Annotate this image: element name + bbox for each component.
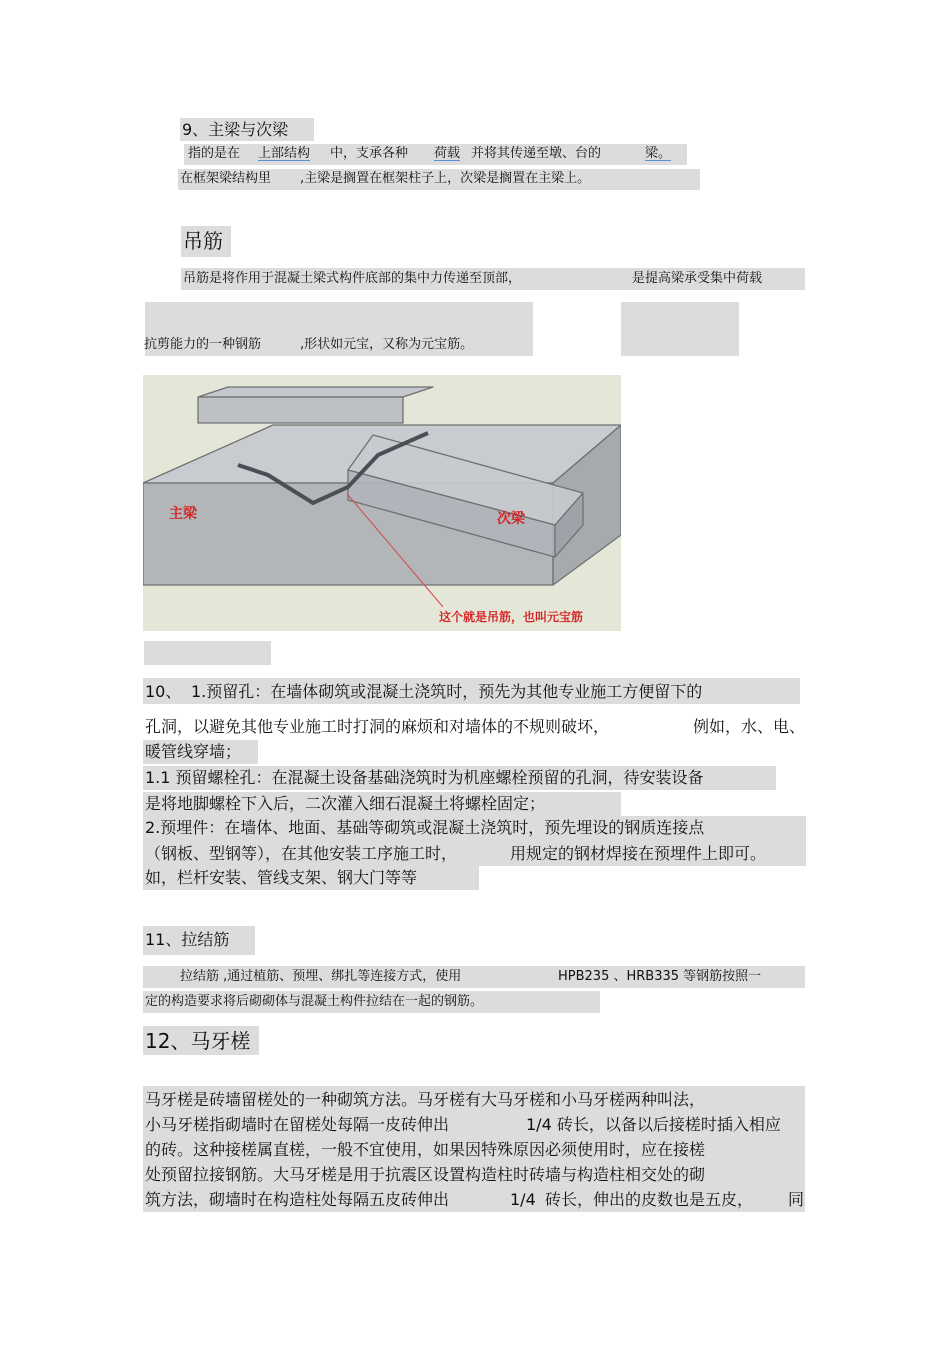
highlight-block [621, 302, 739, 356]
hanger-line2-a: 抗剪能力的一种钢筋 [144, 337, 262, 352]
sec12-line5-b: 1/4 [510, 1190, 536, 1209]
sec10-line5: 是将地脚螺栓下入后，二次灌入细石混凝土将螺栓固定； [145, 794, 546, 813]
sec12-line2-b: 1/4 砖长，以备以后接槎时插入相应 [526, 1115, 781, 1134]
hanger-line1-b: 是提高梁承受集中荷载 [632, 271, 763, 286]
section-9-title: 9、主梁与次梁 [182, 120, 289, 139]
sec12-line1: 马牙槎是砖墙留槎处的一种砌筑方法。马牙槎有大马牙槎和小马牙槎两种叫法， [145, 1090, 706, 1109]
sec9-line1-e: 并将其传递至墩、台的 [471, 146, 602, 161]
sec12-line3: 的砖。这种接槎属直槎，一般不宜使用，如果因特殊原因必须使用时，应在接槎 [145, 1140, 706, 1159]
figure-caption: 这个就是吊筋，也叫元宝筋 [439, 610, 584, 624]
term-superstructure: 上部结构 [258, 146, 311, 161]
sec11-line2: 定的构造要求将后砌砌体与混凝土构件拉结在一起的钢筋。 [145, 994, 484, 1009]
sec12-line2-a: 小马牙槎指砌墙时在留槎处每隔一皮砖伸出 [145, 1115, 450, 1134]
sec10-line2-b: 例如，水、电、 [693, 717, 806, 736]
hanger-bar-figure [143, 375, 621, 631]
sec10-line8: 如，栏杆安装、管线支架、钢大门等等 [145, 868, 418, 887]
sec11-line1-a: 拉结筋 ,通过植筋、预埋、绑扎等连接方式，使用 [180, 969, 462, 984]
section-11-title: 11、拉结筋 [145, 930, 230, 949]
term-load: 荷载 [434, 146, 461, 161]
hanger-line2-b: ,形状如元宝，又称为元宝筋。 [300, 337, 474, 352]
term-beam: 梁。 [645, 146, 672, 161]
section-10-number: 10、 [145, 682, 182, 701]
sec10-line3: 暖管线穿墙； [145, 742, 242, 761]
section-12-title: 12、马牙槎 [145, 1029, 251, 1053]
highlight-block [144, 641, 271, 665]
sec9-line1-a: 指的是在 [188, 146, 241, 161]
sec12-line4: 处预留拉接钢筋。大马牙槎是用于抗震区设置构造柱时砖墙与构造柱相交处的砌 [145, 1165, 706, 1184]
sec9-line2-a: 在框架梁结构里 [180, 171, 272, 186]
sec10-line2-a: 孔洞，以避免其他专业施工时打洞的麻烦和对墙体的不规则破坏， [145, 717, 610, 736]
sec10-line7-b: 用规定的钢材焊接在预埋件上即可。 [510, 844, 767, 863]
sec10-line4: 1.1 预留螺栓孔：在混凝土设备基础浇筑时为机座螺栓预留的孔洞，待安装设备 [145, 768, 704, 787]
hanger-title: 吊筋 [183, 229, 223, 253]
sec12-line5-a: 筑方法，砌墙时在构造柱处每隔五皮砖伸出 [145, 1190, 450, 1209]
sec12-line5-c: 砖长，伸出的皮数也是五皮， [545, 1190, 754, 1209]
sec10-line1: 1.预留孔：在墙体砌筑或混凝土浇筑时，预先为其他专业施工方便留下的 [191, 682, 703, 701]
hanger-line1-a: 吊筋是将作用于混凝土梁式构件底部的集中力传递至顶部， [183, 271, 522, 286]
secondary-beam-label: 次梁 [497, 511, 525, 527]
sec11-line1-b: HPB235 、HRB335 等钢筋按照一 [558, 969, 762, 984]
sec10-line7-a: （钢板、型钢等），在其他安装工序施工时， [145, 844, 458, 863]
sec10-line6: 2.预埋件：在墙体、地面、基础等砌筑或混凝土浇筑时，预先埋设的钢质连接点 [145, 818, 705, 837]
sec12-line5-d: 同 [788, 1190, 805, 1209]
sec9-line2-b: ,主梁是搁置在框架柱子上，次梁是搁置在主梁上。 [300, 171, 591, 186]
sec9-line1-c: 中，支承各种 [330, 146, 409, 161]
main-beam-label: 主梁 [169, 506, 197, 522]
